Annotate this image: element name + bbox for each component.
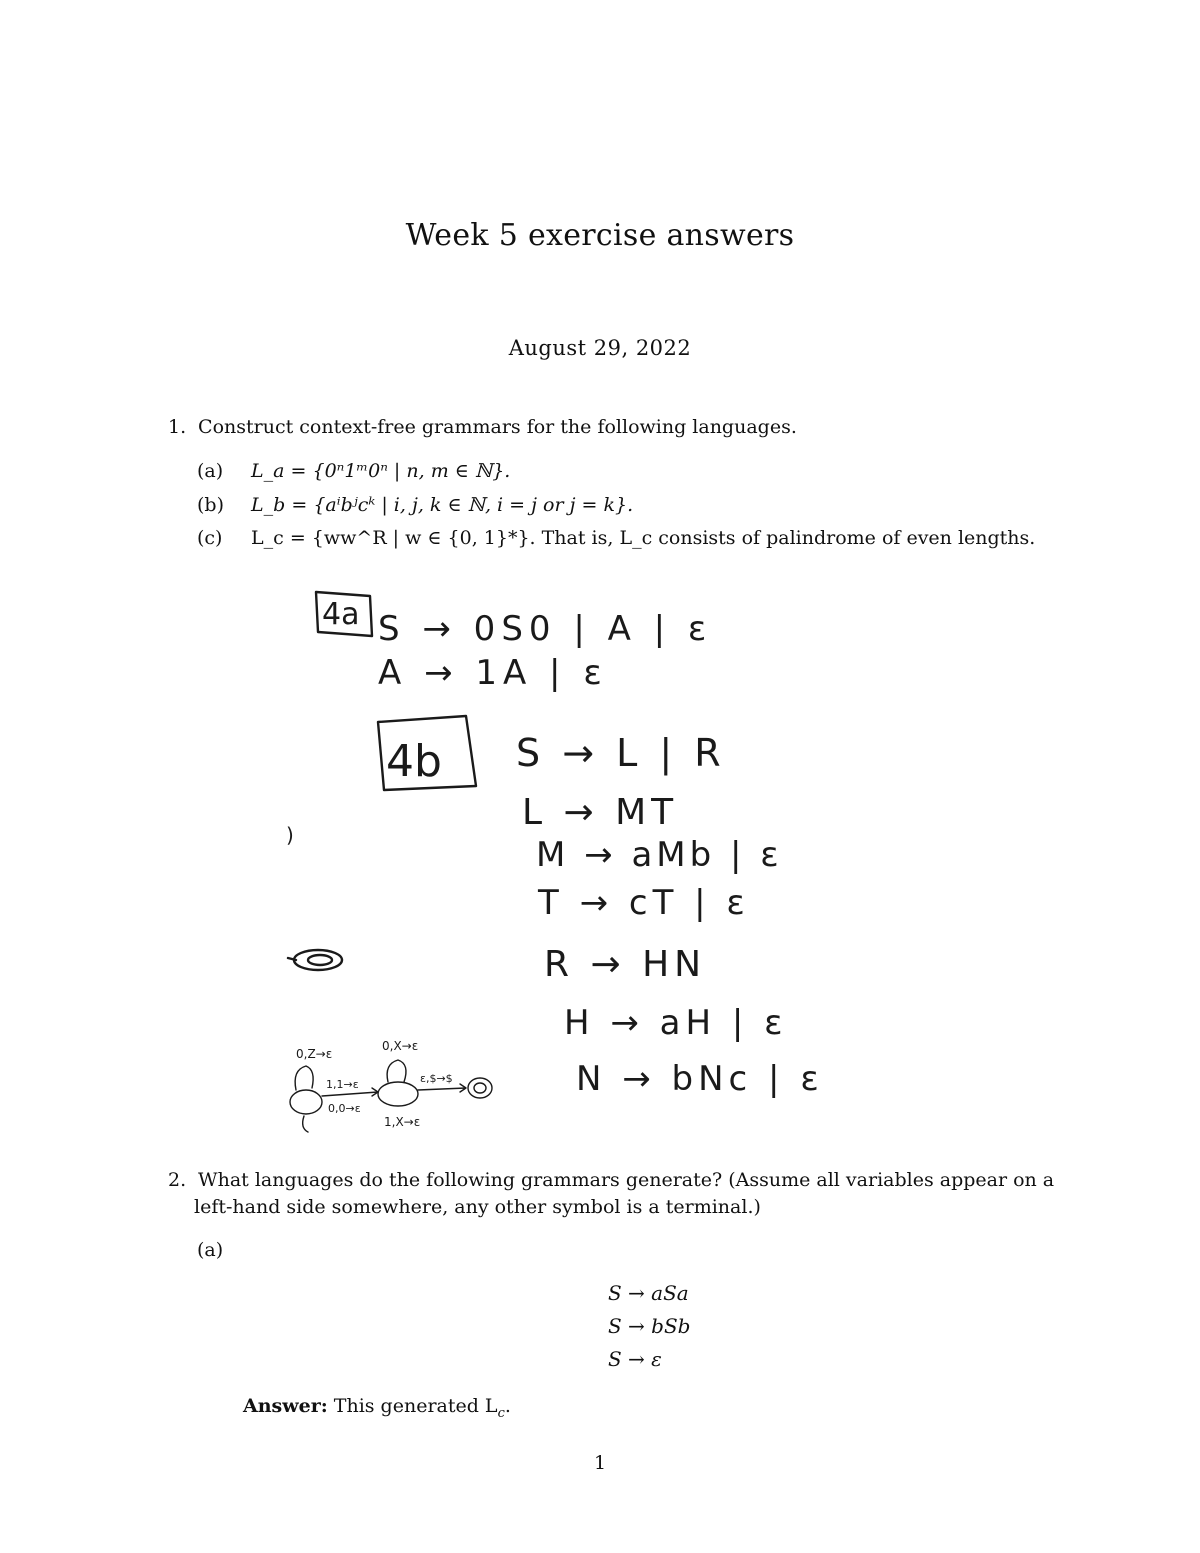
rule-4b-2: L → MT <box>522 792 679 833</box>
pda-loop-1-icon <box>295 1066 313 1090</box>
part-c-text: L_c = {ww^R | w ∈ {0, 1}*}. That is, L_c consists of palindrome of even lengths. <box>251 527 1036 549</box>
stray-mark: ) <box>286 823 294 847</box>
rule-4a-2: A → 1A | ε <box>378 653 608 693</box>
pda-loop-2-icon <box>387 1060 406 1082</box>
document-title: Week 5 exercise answers <box>405 218 795 253</box>
rule-4b-7: N → bNc | ε <box>576 1059 824 1099</box>
answer-text: This generated L <box>333 1395 498 1417</box>
answer-label: Answer: <box>243 1395 328 1417</box>
page-number: 1 <box>593 1452 607 1474</box>
grammar-rule-3: S → ε <box>608 1347 662 1371</box>
pda-accept-inner-icon <box>474 1083 486 1093</box>
pda-label-6: 1,X→ε <box>384 1115 421 1129</box>
document-date: August 29, 2022 <box>508 336 692 360</box>
part-c-label: (c) <box>197 527 223 549</box>
box-4b-label: 4b <box>386 736 442 787</box>
answer-end: . <box>504 1395 511 1417</box>
pda-label-3: 1,1→ε <box>326 1078 359 1091</box>
question-2-part-a-label: (a) <box>197 1239 224 1261</box>
part-a-text: L_a = {0ⁿ1ᵐ0ⁿ | n, m ∈ ℕ}. <box>251 460 511 482</box>
answer-line <box>243 1395 511 1421</box>
pda-accept-outer-icon <box>468 1078 492 1098</box>
pda-state-1-icon <box>290 1090 322 1114</box>
accept-state-icon <box>288 950 342 970</box>
question-2 <box>168 1169 1054 1191</box>
rule-4b-4: T → cT | ε <box>538 883 750 923</box>
pda-start-mark-icon <box>303 1116 308 1132</box>
part-a-label: (a) <box>197 460 224 482</box>
rule-4b-1: S → L | R <box>516 731 726 775</box>
grammar-rule-2: S → bSb <box>608 1314 691 1338</box>
pda-diagram <box>290 1039 492 1132</box>
rule-4b-3: M → aMb | ε <box>536 835 783 875</box>
pda-label-5: 0,0→ε <box>328 1102 361 1115</box>
pda-arrow-2-icon <box>418 1084 466 1092</box>
question-1-number: 1. <box>168 416 187 438</box>
pda-label-2: 0,X→ε <box>382 1039 419 1053</box>
grammar-rule-1: S → aSa <box>608 1281 689 1305</box>
question-2-prompt-line-1: What languages do the following grammars generate? (Assume all variables appear on a <box>198 1169 1055 1191</box>
question-2-prompt-line-2: left-hand side somewhere, any other symbol is a terminal.) <box>194 1196 761 1218</box>
pda-label-1: 0,Z→ε <box>296 1047 333 1061</box>
part-b-label: (b) <box>197 494 224 516</box>
box-4a-label: 4a <box>322 597 360 632</box>
question-2-number: 2. <box>168 1169 187 1191</box>
pda-state-2-icon <box>378 1082 418 1106</box>
rule-4b-5: R → HN <box>544 944 707 985</box>
rule-4b-6: H → aH | ε <box>564 1003 788 1043</box>
part-b-text: L_b = {aⁱbʲcᵏ | i, j, k ∈ ℕ, i = j or j = k}. <box>251 494 634 516</box>
question-1-prompt: Construct context-free grammars for the following languages. <box>198 416 797 438</box>
rule-4a-1: S → 0S0 | A | ε <box>378 609 713 649</box>
pda-label-4: ε,$→$ <box>420 1072 453 1085</box>
answer-subscript: c <box>497 1405 505 1421</box>
